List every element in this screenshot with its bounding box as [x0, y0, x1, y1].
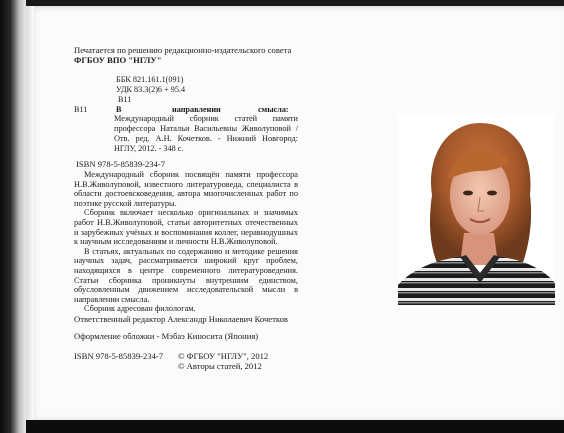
isbn-footer: ISBN 978-5-85839-234-7 — [74, 351, 164, 361]
annotation-paragraph-2: Сборник включает несколько оригинальных и значимых работ Н.В.Живолуповой, статьи авторитетных отечественных и зарубежных учёных и воспоминания коллег, неравнодушных к научным исследованиям и личности Н.В.Живолуповой. — [74, 208, 298, 247]
title-word-1: В — [116, 105, 122, 114]
title-word-2: направлении — [172, 105, 221, 114]
bibliographic-desc-1: Международный сборник статей памяти — [114, 114, 298, 123]
title-word-3: смысла: — [258, 105, 289, 114]
cover-design-credit: Оформление обложки - Мэбаэ Киносита (Япония) — [74, 331, 259, 341]
copyright-authors: © Авторы статей, 2012 — [178, 361, 262, 371]
annotation-paragraph-3: В статьях, актуальных по содержанию и методике решения научных задач, рассматривается широкий круг проблем, находящихся в центре современного литературоведения. Статьи сборника проникнуты внутренним единством, обусловленным движением исследовательской мысли в направлении смысла. — [74, 246, 298, 304]
author-mark: В11 — [118, 95, 132, 104]
bbk-code: ББК 821.161.1(091) — [116, 75, 184, 84]
annotation — [74, 170, 298, 314]
portrait-photo — [398, 115, 555, 305]
scan-bottom-edge — [26, 420, 564, 433]
bibliographic-desc-4: НГЛУ, 2012. - 348 с. — [114, 144, 184, 153]
bibliographic-desc-2: профессора Натальи Васильевны Живолуповой / — [114, 124, 298, 133]
annotation-paragraph-4: Сборник адресован филологам. — [84, 304, 196, 314]
bibliographic-desc-3: Отв. ред. А.Н. Кочетков. - Нижний Новгород: — [114, 134, 298, 143]
publisher-name-line: ФГБОУ ВПО "НГЛУ" — [74, 55, 162, 65]
annotation-paragraph-1: Международный сборник посвящён памяти профессора Н.В.Живолуповой, известного литературоведа, специалиста в области достоевсковедения, автора многочисленных работ по поэтике русской литературы. — [74, 170, 298, 208]
publisher-decision-line: Печатается по решению редакционно-издательского совета — [74, 45, 292, 55]
udk-code: УДК 83.3(2)6 + 95.4 — [116, 85, 186, 94]
portrait-photo-icon — [398, 115, 555, 305]
bibliographic-code: В11 — [74, 105, 88, 114]
page-gutter-shadow — [26, 6, 34, 422]
copyright-publisher: © ФГБОУ "НГЛУ", 2012 — [178, 351, 269, 361]
isbn-record: ISBN 978-5-85839-234-7 — [76, 159, 166, 169]
responsible-editor: Ответственный редактор Александр Николаевич Кочетков — [74, 314, 288, 324]
book-spine — [0, 0, 26, 433]
